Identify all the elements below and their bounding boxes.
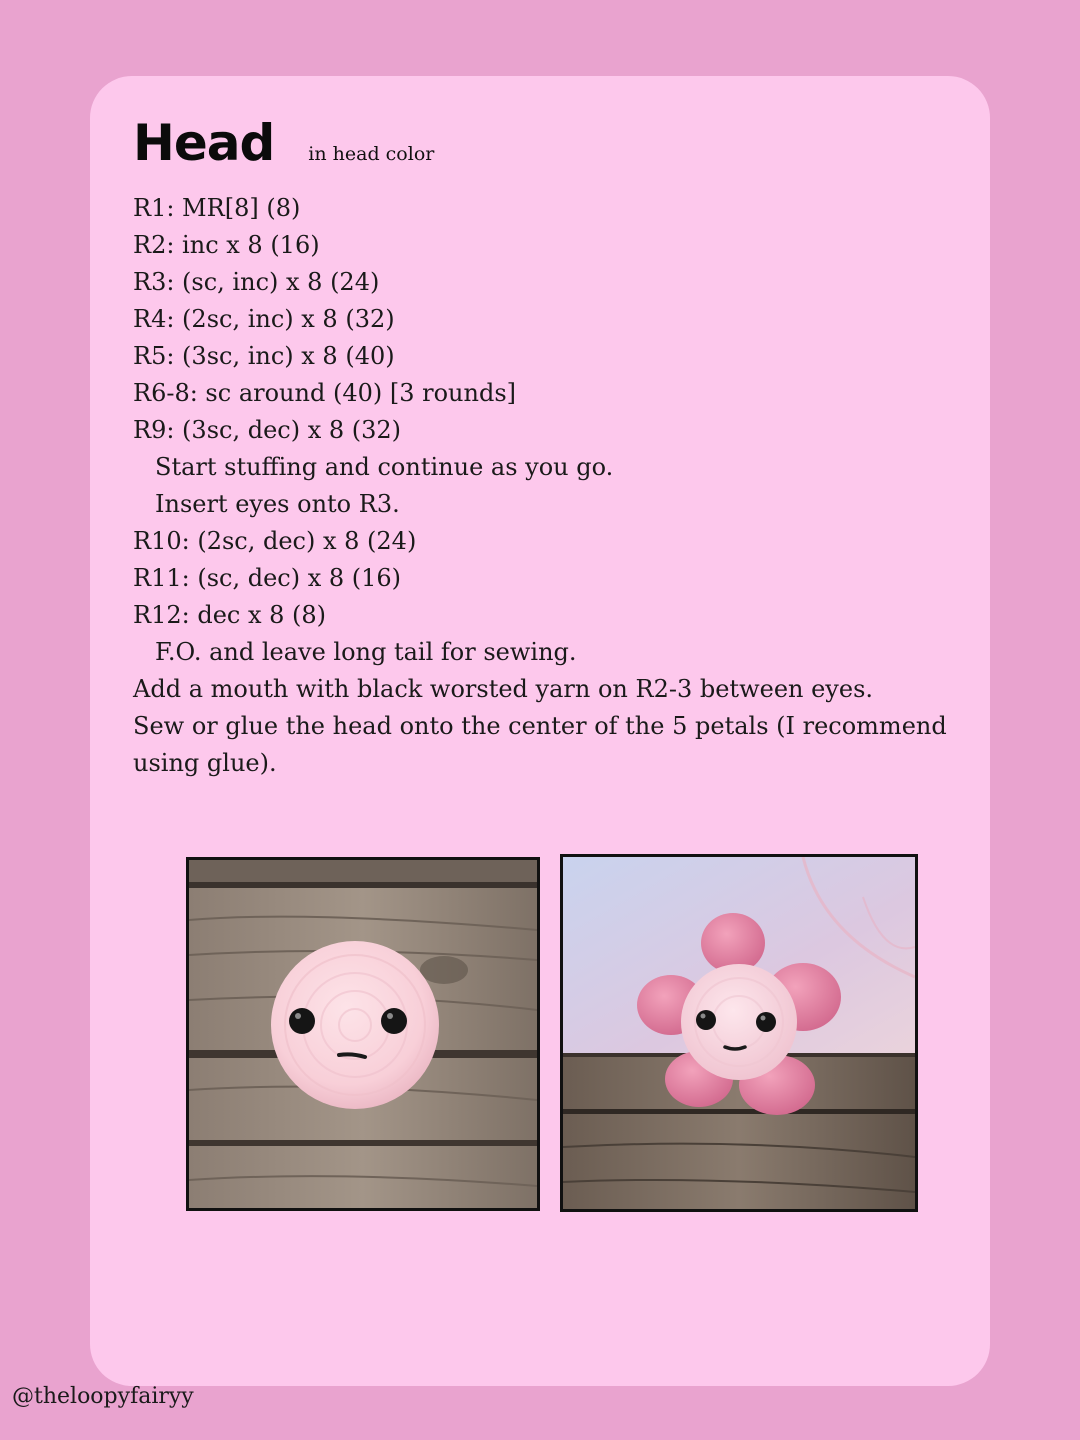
- instruction-line: R6-8: sc around (40) [3 rounds]: [133, 379, 516, 407]
- section-subtitle: in head color: [308, 143, 435, 165]
- instruction-note: Insert eyes onto R3.: [155, 490, 400, 518]
- instruction-line: R3: (sc, inc) x 8 (24): [133, 268, 380, 296]
- photo-head-on-wood: [186, 857, 540, 1211]
- instructions-list: [133, 190, 963, 782]
- instruction-line: R1: MR[8] (8): [133, 194, 301, 222]
- instruction-line: Add a mouth with black worsted yarn on R2-3 between eyes.: [133, 675, 874, 703]
- photo-flower-assembled: [560, 854, 918, 1212]
- instruction-note: F.O. and leave long tail for sewing.: [155, 638, 577, 666]
- photo-head-icon: [189, 860, 537, 1208]
- section-title: Head: [133, 114, 275, 172]
- instruction-line: R11: (sc, dec) x 8 (16): [133, 564, 402, 592]
- photo-flower-icon: [563, 857, 915, 1209]
- instruction-line: R2: inc x 8 (16): [133, 231, 320, 259]
- instruction-line: Sew or glue the head onto the center of the 5 petals (I recommend using glue).: [133, 712, 947, 777]
- instruction-note: Start stuffing and continue as you go.: [155, 453, 614, 481]
- section-header: [133, 114, 434, 172]
- pattern-card: [90, 76, 990, 1386]
- instruction-line: R10: (2sc, dec) x 8 (24): [133, 527, 417, 555]
- instruction-line: R5: (3sc, inc) x 8 (40): [133, 342, 395, 370]
- instruction-line: R9: (3sc, dec) x 8 (32): [133, 416, 402, 444]
- instruction-line: R12: dec x 8 (8): [133, 601, 327, 629]
- instruction-line: R4: (2sc, inc) x 8 (32): [133, 305, 395, 333]
- author-handle: @theloopyfairyy: [12, 1384, 194, 1409]
